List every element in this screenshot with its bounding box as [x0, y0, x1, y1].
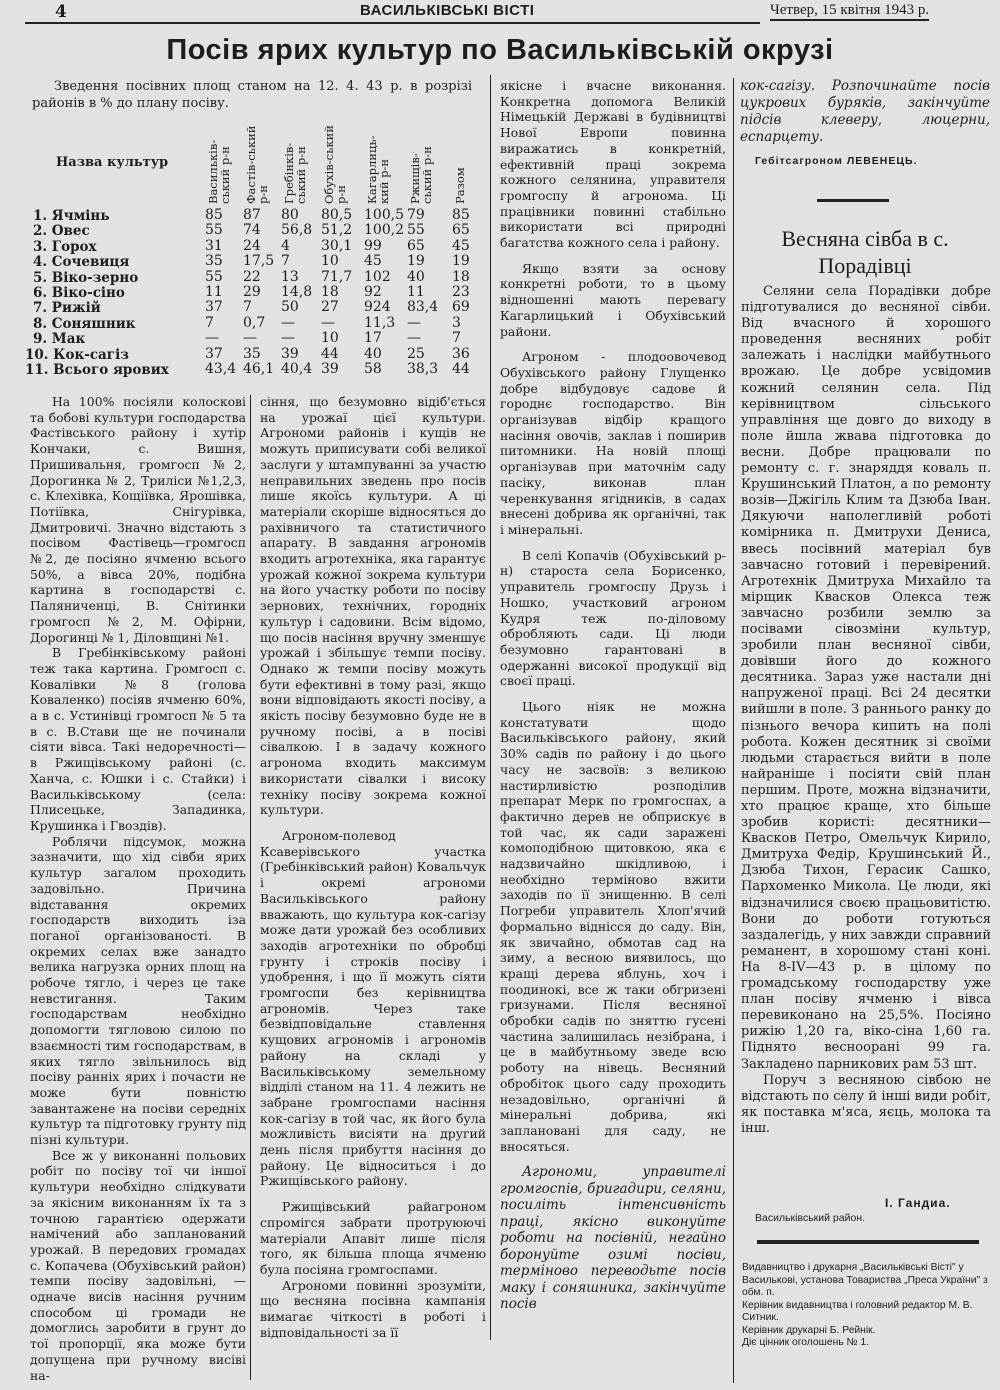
table-cell: 71,7 — [321, 268, 353, 285]
table-cell: 39 — [281, 345, 299, 362]
table-cell: 65 — [407, 237, 425, 254]
article2-title: Весняна сівба в с. Порадівці — [781, 226, 949, 278]
column-header: Разом — [453, 167, 467, 204]
article-signature: Гебітсагроном ЛЕВЕНЕЦЬ. — [755, 155, 918, 167]
paragraph: Поруч з весняною сівбою не відстають по селу й інші види робіт, як поставка м'яса, яєць, молока та інш. — [741, 1072, 991, 1136]
table-cell: 65 — [452, 222, 470, 239]
paragraph: Цього ніяк не можна констатувати щодо Васильківського району, який 30% садів по району і до цього часу не засвоїв: з великою настирливістю розподілив препарат Мерк по громгоспах, а фактично дерев не обприскує в той час, як сади заражені комоподібною щитовкою, яка є надзвичайно шкідливою, і необхідно терміново вжити заходів по її знищенню. В селі Погреби управитель Хлоп'ячий формально віднісся до саду. Він, як звичайно, обмотав сад на зиму, а весною виявилось, що кращі дерева яблунь, хоч і поодинокі, все ж таки обгризені гризунами. Після весняної обробки садів по зняттю гусені частина залишилась незібрана, і це в майбутньому зведе всю роботу на нівець. Весняний обробіток цього саду проходить незадовільно, органічні й мінеральні добрива, які заплановані для саду, не вносяться. — [500, 699, 726, 1154]
imprint-rule — [757, 1240, 979, 1244]
table-cell: 46,1 — [243, 361, 275, 377]
column-divider — [733, 78, 734, 1383]
table-cell: 30,1 — [321, 237, 353, 254]
table-cell: 92 — [364, 284, 382, 300]
paragraph: На 100% посіяли колоскові та бобові культури господарства Фастівського району і хутір Кончаки, с. Вишня, Пришивальня, громгосп №2, Дорогинка № 2, Триліси №1,2,3, с. Клехівка, Кощіївка, Ярошівка, Потіївка, Снігурівка, Дмитровичі. Значно відстають з посівом Фастівець—громгосп №2, де посіяно ячменю всього 50%, а вівса 20%, подібна картина в господарстві с. Паляниченці, В. Снітинки громгосп №2, М. Офірни, Дорогинці № 1, Діловщині №1. — [30, 394, 246, 645]
table-cell: 19 — [452, 253, 470, 270]
column-divider — [250, 395, 251, 1380]
imprint-price-list: Діє цінник оголошень № 1. — [742, 1337, 870, 1348]
table-cell: 45 — [452, 237, 470, 254]
issue-date: Четвер, 15 квітня 1943 р. — [770, 2, 929, 21]
table-cell: 7 — [205, 314, 214, 331]
table-cell: 38,3 — [407, 361, 439, 377]
article2-author: І. Гандиа. — [885, 1196, 951, 1210]
table-cell: 18 — [321, 284, 339, 300]
column-header: Обухів-ський р-н — [322, 125, 348, 204]
table-cell: 87 — [243, 207, 261, 223]
column-divider — [490, 75, 491, 1340]
table-cell: 14,8 — [281, 284, 313, 300]
table-cell: 100,2 — [364, 222, 405, 239]
table-cell: 102 — [364, 268, 391, 285]
table-cell: 37 — [205, 345, 223, 362]
table-cell: 7 — [243, 299, 252, 316]
paragraph: Все ж у виконанні польових робіт по посіву тої чи іншої культури необхідно слідкувати за якісним виконанням їх та з точною гарантією одержати намічений або запланований урожай. В передових громадах с. Копачева (Обухівський район) темпи посіву задовільні, —одначе висів насіння ручним способом ці громади не домоглись заробити в грунт до тої пропорції, яка може бути допущена при ручному висіві на- — [30, 1147, 246, 1383]
imprint-printer: Керівник друкарні Б. Рейнік. — [742, 1324, 876, 1336]
table-cell: 25 — [407, 345, 425, 362]
table-row-name: 5. Віко-зерно — [33, 269, 139, 286]
table-cell: 23 — [452, 284, 470, 300]
imprint-editor: Керівник видавництва і головний редактор М. В. Ситник. — [742, 1299, 973, 1323]
table-cell: 40,4 — [281, 361, 313, 377]
table-cell: 36 — [452, 345, 470, 362]
table-cell: 11,3 — [364, 314, 396, 331]
paragraph: Агрономи повинні зрозуміти, що весняна посівна кампанія вимагає чіткості в роботі і відповідальності за її — [260, 1277, 486, 1340]
table-row-name: 7. Рижій — [33, 300, 101, 317]
table-cell: 10 — [321, 330, 339, 347]
table-cell: 4 — [281, 237, 290, 254]
table-cell: 7 — [281, 253, 290, 270]
table-cell: 100,5 — [364, 207, 405, 223]
paragraph: якісне і вчасне виконання. Конкретна допомога Великій Німецькій Державі в будівництві Нової Европи повинна виражатись в конкретній, ефективній праці зокрема кожного селянина, управителя громгоспу й агронома. Ці працівники повинні стабільно використати всі природні багатства кожного села і району. — [500, 78, 726, 251]
table-cell: 29 — [243, 284, 261, 300]
table-cell: — — [281, 330, 295, 347]
table-cell: 18 — [452, 268, 470, 285]
paragraph: Ржищівський райагроном спромігся забрати протруюючі матеріали Апавіт лише після того, як більша площа ячменю була посіяна громгоспами. — [260, 1199, 486, 1277]
paragraph: Агроном - плодоовочевод Обухівського району Глущенко добре відбудовує садове й городнє господарство. Він організував відбір кращого насіння овочів, заклав і поширив питомники. На новій площі організував при маточнім саду пасіку, виконав план черенкування ягідників, в садах внесені добрива як органічні, так і мінеральні. — [500, 349, 726, 537]
table-cell: 85 — [452, 207, 470, 223]
appeal-continuation — [740, 78, 990, 146]
table-cell: — — [205, 330, 219, 347]
article-column-1 — [30, 394, 246, 1383]
table-cell: — — [281, 314, 295, 331]
table-cell: 44 — [321, 345, 339, 362]
table-cell: 3 — [452, 314, 461, 331]
paragraph: Якщо взяти за основу конкретні роботи, то в цьому відношенні мають перевагу Кагарлицький і Обухівський райони. — [500, 260, 726, 339]
paragraph: Агроном-полевод Ксаверівського участка (Гребінківський район) Ковальчук і окремі агрономи Васильківського району вважають, що культура кок-сагізу може дати урожай без особливих заходів агротехніки по обробці грунту і строків посіву і удобрення, і що її можуть сіяти громгоспи без керівництва агрономів. Через таке безвідповідальне ставлення кущових агрономів і агрономів району на складі у Васильківському земельному відділі станом на 11. 4 лежить не забране громгоспами насіння кок-сагізу в той час, як його була можливість висіяти на другий день після прибуття насіння до району. Це відноситься і до Ржищівського району. — [260, 827, 486, 1189]
table-cell: 69 — [452, 299, 470, 316]
appeal-text: Агрономи, управителі громгоспів, бригадири, селяни, посиліть інтенсивність праці, якісно виконуйте роботи на посівній, негайно боронуйте озимі посіви, терміново переводьте посів маку і соняшника, закінчуйте посів — [500, 1164, 726, 1313]
table-row-name: 6. Віко-сіно — [33, 285, 125, 301]
table-cell: 39 — [321, 361, 339, 377]
article2-district: Васильківський район. — [755, 1212, 866, 1224]
article-separator — [817, 199, 889, 202]
newspaper-name: ВАСИЛЬКІВСЬКІ ВІСТІ — [360, 2, 535, 19]
table-cell: — — [407, 314, 421, 331]
table-cell: 17,5 — [243, 253, 275, 270]
column-header: Фастів-ський р-н — [244, 125, 270, 204]
column-header: Ржищів-ський р-н — [408, 146, 434, 204]
article-column-2 — [260, 394, 486, 1340]
table-cell: — — [321, 314, 335, 331]
table-row-name: 3. Горох — [33, 238, 97, 255]
imprint — [742, 1262, 992, 1350]
table-cell: 85 — [205, 207, 223, 223]
table-cell: 80,5 — [321, 207, 353, 223]
table-cell: 35 — [205, 253, 223, 270]
table-cell: 924 — [364, 299, 391, 316]
table-cell: 80 — [281, 207, 299, 223]
table-cell: 83,4 — [407, 299, 439, 316]
imprint-publisher: Видавництво і друкарня „Васильківські Вісті" у Василькові, установа Товариства „Преса України" з обм. п. — [742, 1262, 988, 1298]
table-cell: 56,8 — [281, 222, 313, 239]
table-cell: 37 — [205, 299, 223, 316]
article-title: Посів ярих культур по Васильківській окрузі — [166, 34, 834, 66]
table-cell: 74 — [243, 222, 261, 239]
article2-body — [741, 284, 991, 1137]
paragraph: сіння, що безумовно відіб'ється на урожаї цієї культури. Агрономи районів і кущів не можуть приписувати собі великої заслуги у штампуванні за участю неправильних зведень про посів лише якоїсь культури. А ці матеріали скоріше відносяться до рахівничого та статистичного апарату. В завдання агрономів входить агротехніка, яка гарантує урожай кожної зокрема культури на його участку роботи по посіву зернових, технічних, городніх культур і садовини. Всім відомо, що посів насіння вручну зменшує урожай і збільшує темпи посіву. Однако ж темпи посіву можуть бути ефективні в тому разі, якщо вони відповідають якості посіву, а якість посіву безумовно буде не в ручному посіві, а в посіві сівалкою. І в задачу кожного агронома входить максимум використати сівалки і високу техніку посіву зокрема кожної культури. — [260, 394, 486, 818]
appeal-text: кок-сагізу. Розпочинайте посів цукрових буряків, закінчуйте підсів клеверу, люцерни, еспарцету. — [740, 78, 990, 145]
table-row-name: 2. Овес — [33, 223, 90, 240]
table-cell: 55 — [205, 222, 223, 239]
table-cell: 40 — [407, 268, 425, 285]
table-cell: — — [407, 330, 421, 347]
table-cell: 43,4 — [205, 361, 237, 377]
table-cell: 40 — [364, 345, 382, 362]
table-cell: 22 — [243, 268, 261, 285]
table-row-name: 11. Всього ярових — [25, 362, 169, 378]
table-cell: 27 — [321, 299, 339, 316]
table-row-name: 10. Кок-сагіз — [25, 346, 129, 363]
intro-text: Зведення посівних площ станом на 12. 4. 43 р. в розрізі районів в % до плану посіву. — [32, 79, 472, 111]
table-cell: 51,2 — [321, 222, 353, 239]
table-cell: 58 — [364, 361, 382, 377]
table-cell: 10 — [321, 253, 339, 270]
table-cell: 55 — [407, 222, 425, 239]
table-row-name: 8. Соняшник — [33, 315, 136, 332]
paragraph: Роблячи підсумок, можна зазначити, що хід сівби ярих культур загалом проходить задовільно. Причина відставання окремих господарств виходить іза поганої організованості. В окремих селах вже занадто велика нагрузка орних площ на робоче тягло, і через це таке невстигання. Таким господарствам необхідно допомогти тягловою силою по взаємності тим господарствам, в яких тягло звільнилось від посіву ранніх ярих і почасти не може бути повністю завантажене на посіви середніх культур та підготовку грунту під пізні культури. — [30, 833, 247, 1148]
table-cell: 55 — [205, 268, 223, 285]
paragraph: Селяни села Порадівки добре підготувалися до весняної сівби. Від вчасного й хорошого проведення весняних робіт залежать і наслідки майбутнього врожаю. Це добре усвідомив кожний селянин села. Під керівництвом сільського управління ще довго до виходу в поле йшла жвава підготовка до весни. Добре працювали по ремонту с. г. знаряддя коваль п. Крушинський Платон, а по ремонту возів—Джігіль Клим та Дзюба Іван. Дякуючи наполегливій роботі комірника п. Дмитрухи Дениса, ввесь посівний матеріал був завчасно готовий і перевірений. Агротехнік Дмитруха Михайло та мірщик Квасков Олекса теж завчасно розбили землю за посівами сівозміни культур, зробили план весняної сівби, довівши його до кожного десятника. Зараз уже настали дні напруженої праці. Всі 24 десятки вийшли в поле. З раннього ранку до пізнього вечора кипить на полі робота. Кожен десятник зі своїми людьми старається вийти в поле найраніше і посіяти свій план першим. Проте, можна відзначити, хто працює краще, хто більше зробив користі: десятники—Квасков Петро, Омельчук Кирило, Дмитруха Федір, Крушинський Й., Дзюба Тихон, Герасик Сашко, Пархоменко Микола. Це люди, які відзначилися своєю працьовитістю. Вони до роботи готуються заздалегідь, у них завжди справний реманент, в хорошому стані коні. На 8-IV—43 р. в цілому по громадському господарству уже план посіву ячменю і вівса перевиконано на 25,5%. Посіяно рижію 1,20 га, віко-сіна 1,60 га. Піднято весноорані 99 га. Закладено парникових рам 53 шт. — [741, 284, 991, 1072]
table-cell: 44 — [452, 361, 470, 377]
column-header: Кагарлиць-кий р-н — [365, 135, 391, 204]
table-row-name: 4. Сочевиця — [33, 254, 130, 271]
table-cell: 11 — [205, 284, 223, 300]
table-cell: 79 — [407, 207, 425, 223]
paragraph: В селі Копачів (Обухівський р-н) староста села Борисенко, управитель громгоспу Друзь і Ношко, участковий агроном Кудря теж по-діловому обробляють сади. Ці люди безумовно гарантовані в одержанні високої продукції від своєї праці. — [500, 547, 726, 689]
table-cell: 24 — [243, 237, 261, 254]
table-intro — [32, 78, 472, 112]
table-cell: 17 — [364, 330, 382, 347]
paragraph: В Гребінківському районі теж така картина. Громгосп с. Ковалівки №8 (голова Коваленко) посіяв ячменю 60%, а в с. Устинівці громгосп № 5 та в с. В.Стави ще не починали сіяти вівса. Такі недоречності—в Ржищівському районі (с. Ханча, с. Юшки і с. Стайки) і Васильківському (села: Плисецьке, Западинка, Крушинка і Гвоздів). — [30, 645, 246, 833]
table-cell: 50 — [281, 299, 299, 316]
table-row-name: 1. Ячмінь — [33, 208, 110, 224]
table-cell: 13 — [281, 268, 299, 285]
table-cell: 31 — [205, 237, 223, 254]
column-header: Васильків-ський р-н — [206, 139, 232, 204]
table-cell: — — [243, 330, 257, 347]
table-row-name: 9. Мак — [33, 331, 86, 348]
table-cell: 11 — [407, 284, 425, 300]
table-cell: 35 — [243, 345, 261, 362]
table-cell: 45 — [364, 253, 382, 270]
table-cell: 0,7 — [243, 314, 266, 331]
column-header: Гребінків-ський р-н — [282, 142, 308, 204]
table-cell: 19 — [407, 253, 425, 270]
header-rule — [25, 22, 760, 24]
article-column-3 — [500, 78, 726, 1313]
table-name-header: Назва культур — [56, 155, 169, 170]
page-number: 4 — [55, 2, 67, 22]
table-cell: 99 — [364, 237, 382, 254]
table-cell: 7 — [452, 330, 461, 347]
